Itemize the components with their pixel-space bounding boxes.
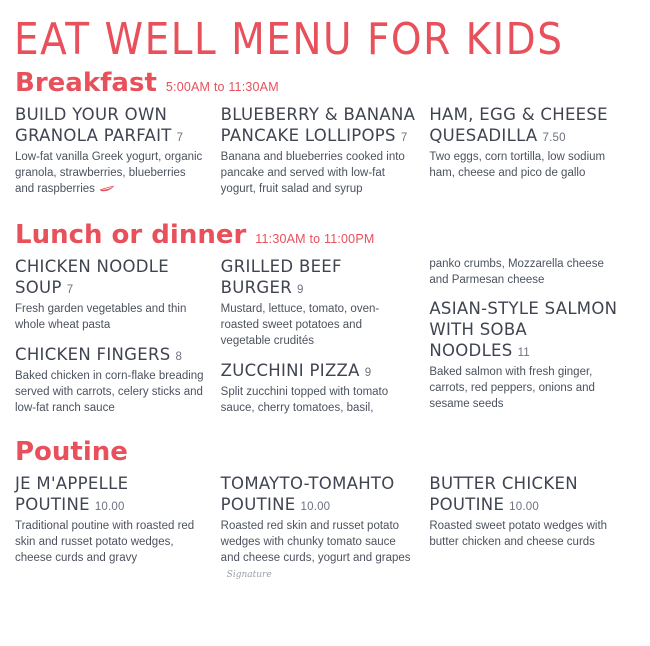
section-columns: [12, 98, 638, 208]
section-poutine: [0, 427, 650, 594]
section-columns: [12, 467, 638, 594]
item-description: Fresh garden vegetables and thin whole wheat pasta: [15, 303, 187, 332]
section-columns: [12, 250, 638, 427]
menu-item: [221, 360, 416, 416]
page-title: EAT WELL MENU FOR KIDS: [14, 14, 564, 65]
item-name: TOMAYTO-TOMAHTO POUTINE: [220, 474, 395, 515]
item-description: Baked salmon with fresh ginger, carrots, red peppers, onions and sesame seeds: [429, 366, 595, 411]
menu-item: [429, 104, 624, 181]
menu-column: [221, 256, 430, 427]
item-description-continued: panko crumbs, Mozzarella cheese and Parmesan cheese: [429, 258, 604, 287]
item-name: JE M'APPELLE POUTINE: [15, 474, 129, 515]
menu-item: [15, 256, 207, 333]
menu-column: [221, 104, 430, 208]
item-price: 10.00: [94, 501, 125, 514]
signature-mark: Signature: [226, 570, 272, 581]
item-name: CHICKEN NOODLE SOUP: [15, 257, 169, 298]
item-name: GRILLED BEEF BURGER: [220, 257, 342, 298]
item-price: 8: [175, 351, 183, 364]
item-description: Two eggs, corn tortilla, low sodium ham, cheese and pico de gallo: [429, 151, 606, 179]
item-price: 10.00: [300, 501, 331, 514]
item-description: Baked chicken in corn-flake breading served with carrots, celery sticks and low-fat ranch sauce: [15, 370, 204, 415]
item-price: 7.50: [542, 132, 566, 144]
menu-column: [429, 473, 638, 594]
item-name: ASIAN-STYLE SALMON WITH SOBA NOODLES: [429, 299, 618, 361]
menu-item: [15, 104, 207, 197]
menu-item: [221, 473, 416, 583]
section-header: [12, 68, 638, 98]
item-price: 7: [176, 132, 184, 144]
item-description-text: Low-fat vanilla Greek yogurt, organic granola, strawberries, blueberries and raspberries: [15, 151, 203, 196]
section-header: [12, 437, 638, 467]
menu-column: [12, 256, 221, 427]
menu-item: [15, 473, 207, 566]
section-title: Poutine: [15, 437, 128, 468]
item-description: [15, 149, 205, 197]
item-price: 7: [400, 132, 408, 144]
item-name: BLUEBERRY & BANANA PANCAKE LOLLIPOPS: [220, 105, 416, 145]
item-price: 9: [297, 284, 304, 297]
leaf-icon: [99, 181, 115, 197]
menu-column: [429, 256, 638, 427]
item-description: Split zucchini topped with tomato sauce, cherry tomatoes, basil,: [220, 386, 389, 415]
item-description: [221, 518, 411, 583]
menu-item: [15, 344, 207, 416]
menu-column: [429, 104, 638, 208]
item-name: CHICKEN FINGERS: [15, 345, 171, 365]
item-name: BUILD YOUR OWN GRANOLA PARFAIT: [15, 105, 172, 145]
item-description: Banana and blueberries cooked into pancake and served with low-fat yogurt, fruit salad and syrup: [220, 151, 405, 195]
item-name: HAM, EGG & CHEESE QUESADILLA: [429, 105, 608, 145]
menu-column: [221, 473, 430, 594]
item-description-text: Roasted red skin and russet potato wedges with chunky tomato sauce and cheese curds, yogurt and grapes: [220, 520, 411, 565]
section-lunch-or-dinner: [0, 208, 650, 427]
section-hours: 5:00AM to 11:30AM: [165, 80, 279, 94]
menu-item: [221, 256, 416, 349]
menu-column: [12, 473, 221, 594]
item-description: Roasted sweet potato wedges with butter chicken and cheese curds: [429, 520, 608, 549]
item-description: Mustard, lettuce, tomato, oven-roasted sweet potatoes and vegetable crudités: [220, 303, 380, 348]
menu-item: [429, 298, 624, 412]
item-price: 11: [517, 347, 530, 360]
section-title: Breakfast: [15, 68, 157, 98]
item-name: BUTTER CHICKEN POUTINE: [429, 474, 578, 515]
section-title: Lunch or dinner: [15, 220, 247, 251]
section-header: [12, 220, 638, 250]
item-price: 9: [364, 367, 372, 380]
menu-column: [12, 104, 221, 208]
menu-item: [221, 104, 416, 197]
section-hours: 11:30AM to 11:00PM: [255, 232, 375, 247]
item-name: ZUCCHINI PIZZA: [220, 361, 360, 381]
item-price: 7: [66, 284, 74, 297]
item-price: 10.00: [509, 501, 539, 514]
item-description: Traditional poutine with roasted red skin and russet potato wedges, cheese curds and gravy: [15, 520, 195, 565]
section-breakfast: [0, 62, 650, 208]
menu-item: [429, 473, 624, 550]
